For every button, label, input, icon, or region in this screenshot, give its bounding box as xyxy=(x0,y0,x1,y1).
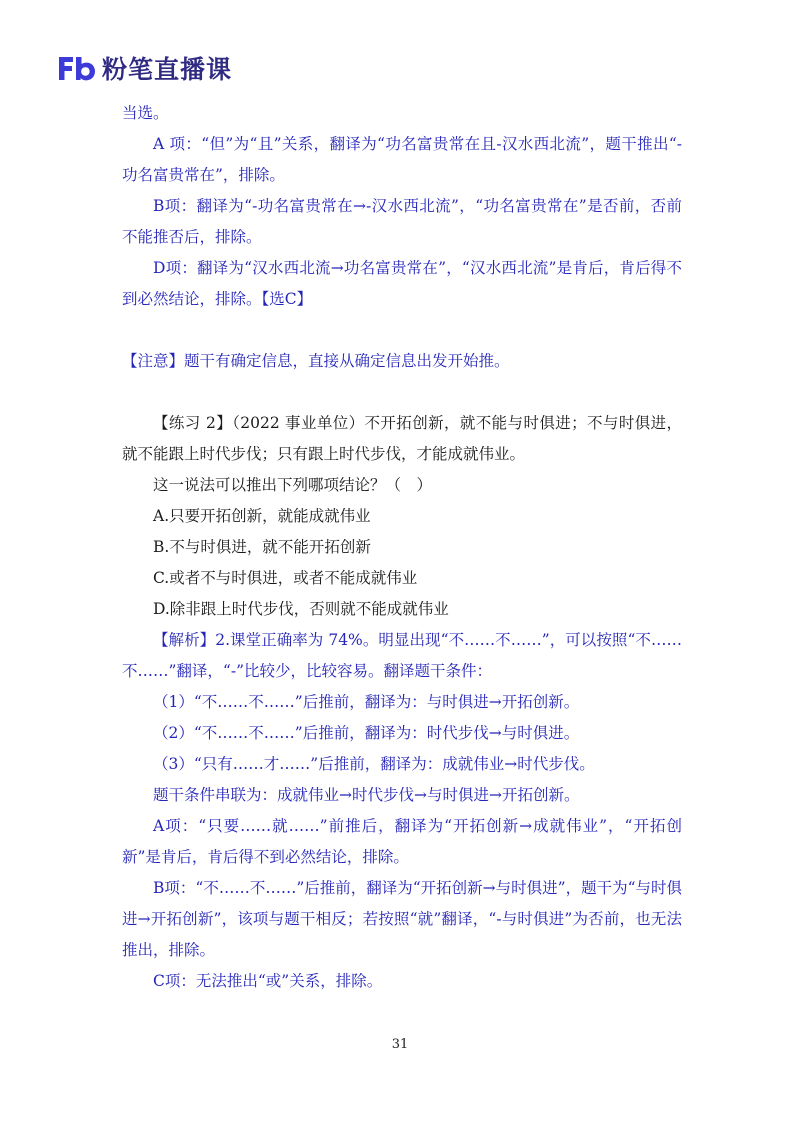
option-c: C.或者不与时俱进，或者不能成就伟业 xyxy=(153,569,418,587)
exercise-stem: 【练习 2】（2022 事业单位）不开拓创新，就不能与时俱进；不与时俱进，就不能跟上时代步伐；只有跟上时代步伐，才能成就伟业。 xyxy=(122,414,682,463)
analysis-step-2: （2）“不……不……”后推前，翻译为：时代步伐→与时俱进。 xyxy=(153,724,580,742)
page-content xyxy=(122,98,682,997)
analysis-intro: 【解析】2.课堂正确率为 74%。明显出现“不……不……”，可以按照“不……不……”翻译，“-”比较少，比较容易。翻译题干条件： xyxy=(122,631,682,680)
analysis-a: A项：“只要……就……”前推后，翻译为“开拓创新→成就伟业”，“开拓创新”是肯后，肯后得不到必然结论，排除。 xyxy=(122,817,682,866)
text-line: 当选。 xyxy=(122,104,169,122)
analysis-chain: 题干条件串联为：成就伟业→时代步伐→与时俱进→开拓创新。 xyxy=(153,786,580,804)
option-d: D.除非跟上时代步伐，否则就不能成就伟业 xyxy=(153,600,449,618)
brand-logo xyxy=(56,50,232,86)
brand-name: 粉笔直播课 xyxy=(102,55,233,84)
fb-logo-icon xyxy=(56,53,98,83)
option-b: B.不与时俱进，就不能开拓创新 xyxy=(153,538,371,556)
analysis-step-1: （1）“不……不……”后推前，翻译为：与时俱进→开拓创新。 xyxy=(153,693,580,711)
exercise-question: 这一说法可以推出下列哪项结论？（ ） xyxy=(153,476,433,494)
page-number: 31 xyxy=(391,1037,409,1052)
analysis-b: B项：“不……不……”后推前，翻译为“开拓创新→与时俱进”，题干为“与时俱进→开拓创新”，该项与题干相反；若按照“就”翻译，“-与时俱进”为否前，也无法推出，排除。 xyxy=(122,879,683,959)
option-a: A.只要开拓创新，就能成就伟业 xyxy=(153,507,371,525)
note-paragraph: 【注意】题干有确定信息，直接从确定信息出发开始推。 xyxy=(122,352,510,370)
analysis-option-b: B项：翻译为“-功名富贵常在→-汉水西北流”，“功名富贵常在”是否前，否前不能推否后，排除。 xyxy=(122,197,682,246)
analysis-option-d: D项：翻译为“汉水西北流→功名富贵常在”，“汉水西北流”是肯后，肯后得不到必然结论，排除。【选C】 xyxy=(122,259,682,308)
analysis-step-3: （3）“只有……才……”后推前，翻译为：成就伟业→时代步伐。 xyxy=(153,755,595,773)
analysis-c: C项：无法推出“或”关系，排除。 xyxy=(153,972,383,990)
analysis-option-a: A 项：“但”为“且”关系，翻译为“功名富贵常在且-汉水西北流”，题干推出“-功名富贵常在”，排除。 xyxy=(122,135,682,184)
